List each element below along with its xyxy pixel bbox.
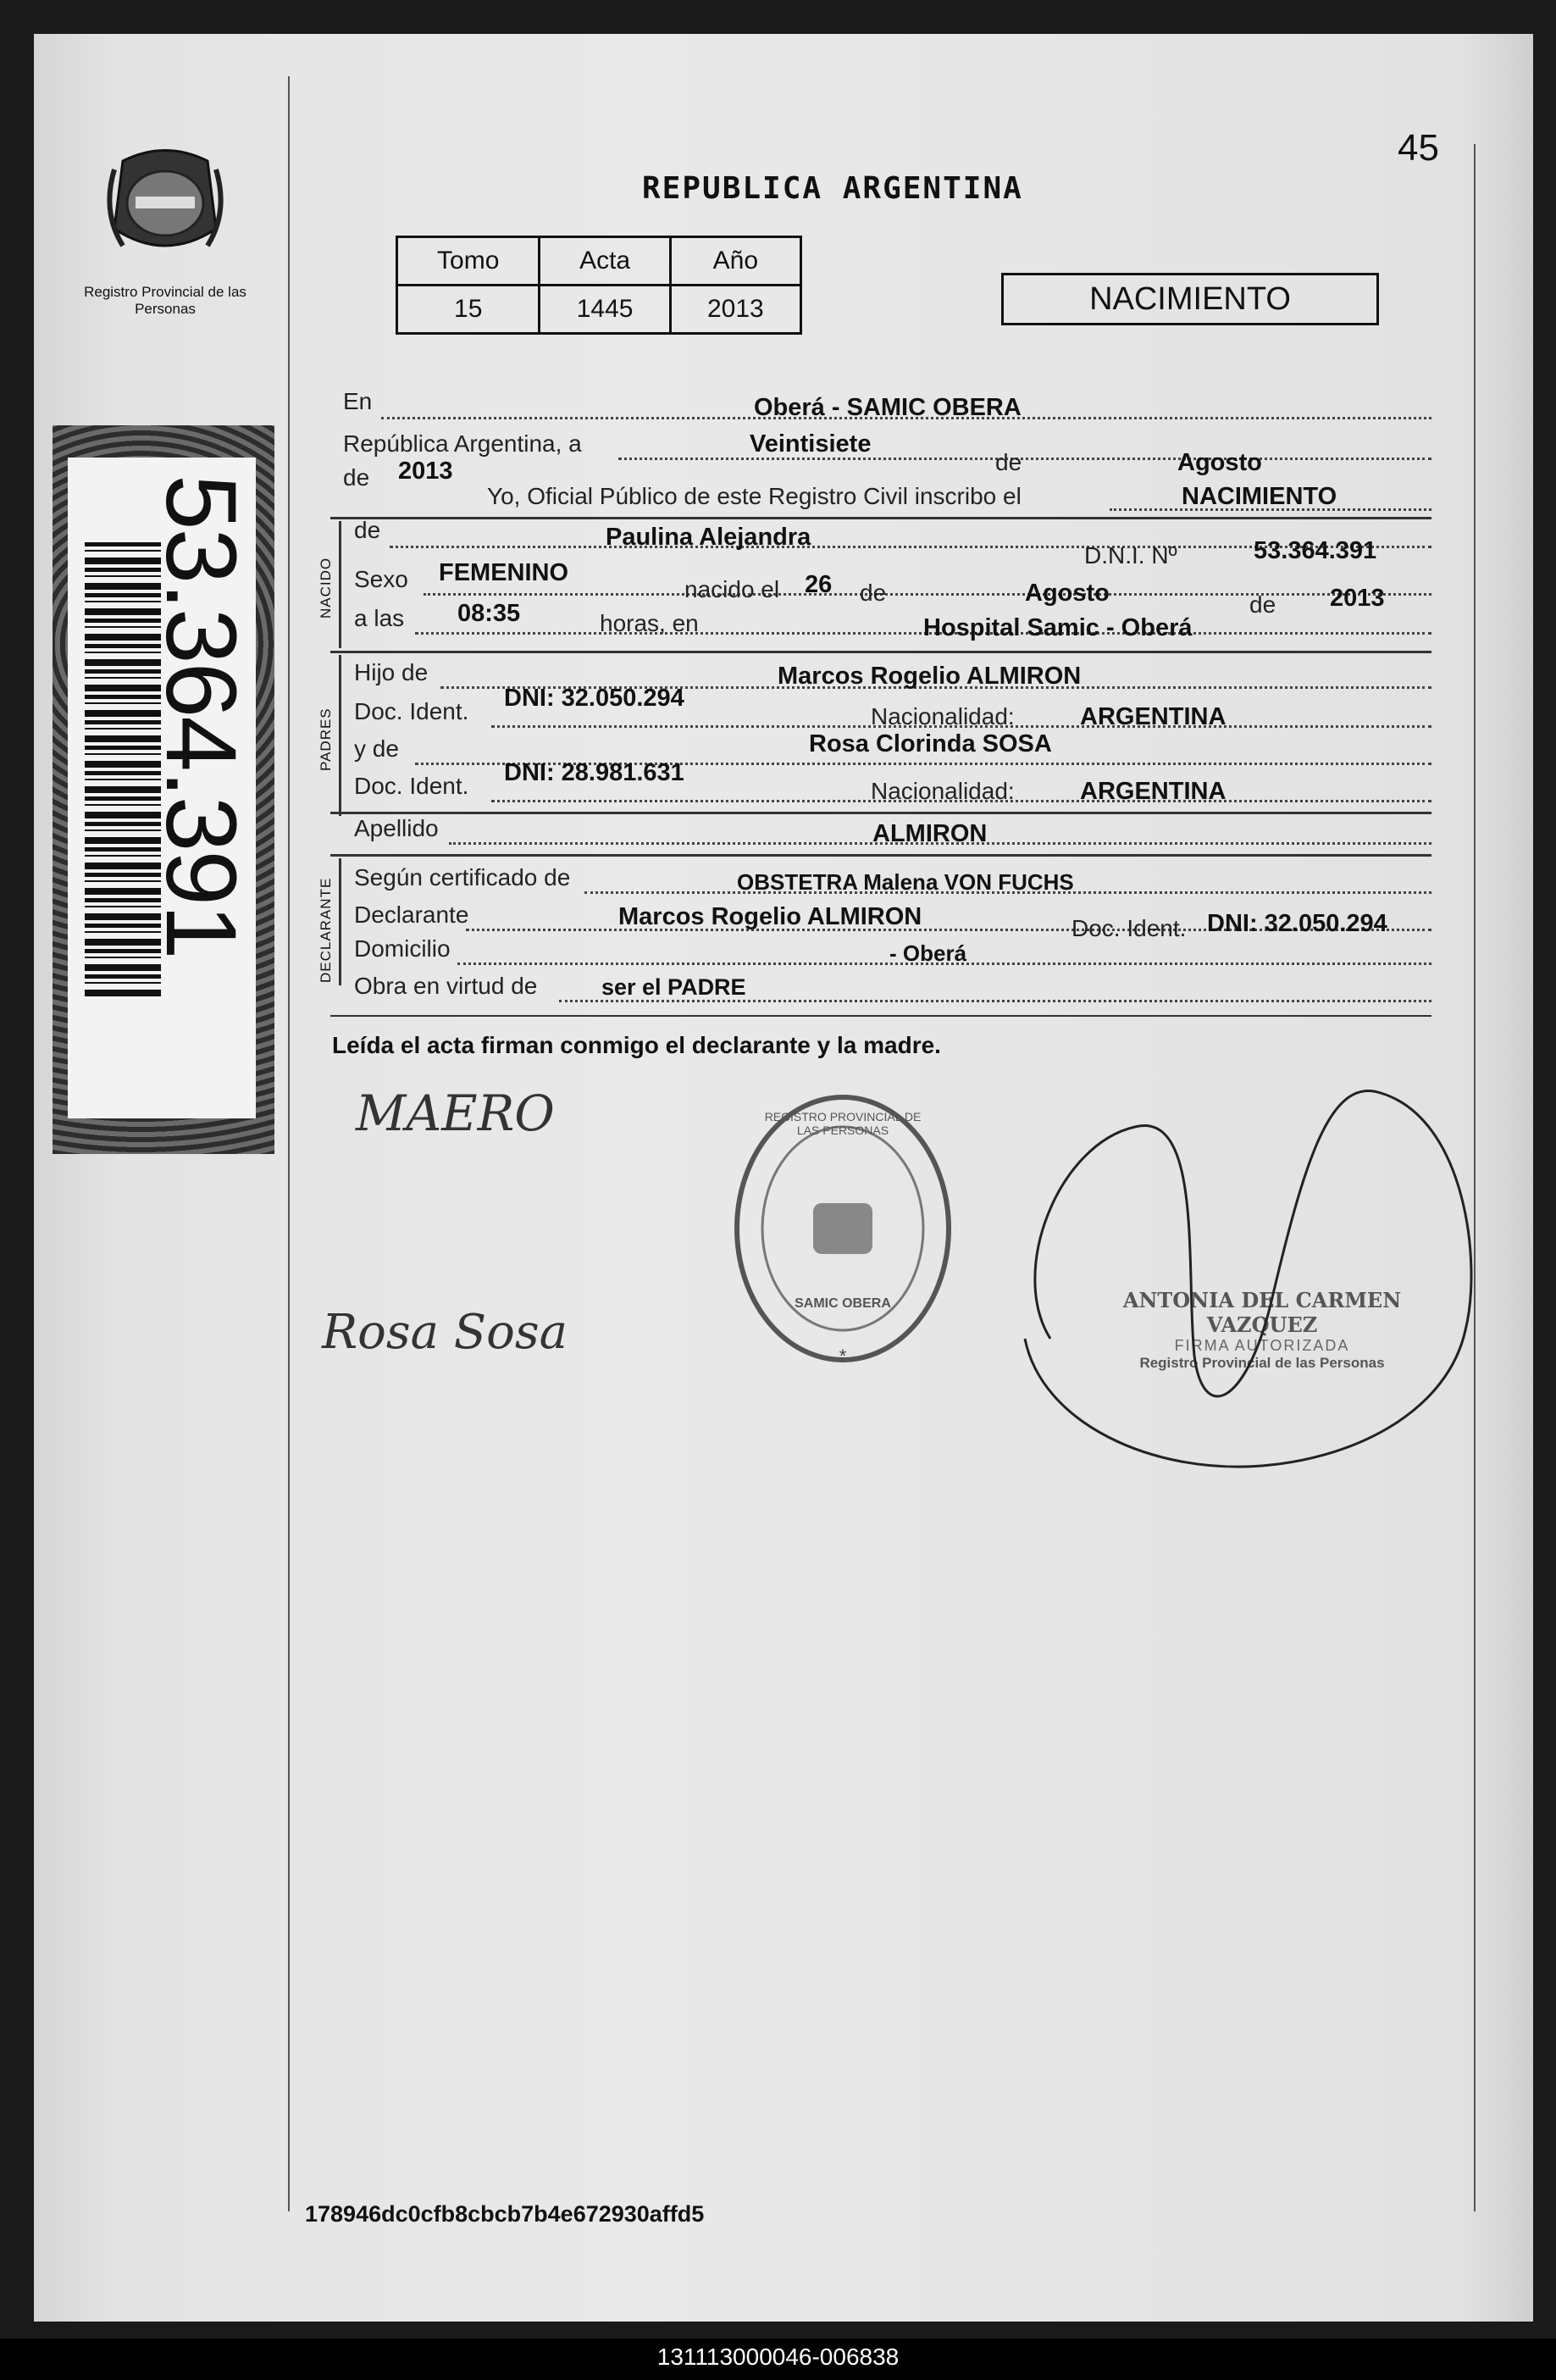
label-dni: D.N.I. Nº bbox=[1084, 542, 1177, 569]
value-madre: Rosa Clorinda SOSA bbox=[809, 730, 1052, 757]
country-title: REPUBLICA ARGENTINA bbox=[642, 171, 1023, 206]
table-value-acta: 1445 bbox=[540, 286, 670, 334]
table-value-anio: 2013 bbox=[670, 286, 800, 334]
label-de-nombre: de bbox=[354, 517, 381, 543]
value-padre-doc: DNI: 32.050.294 bbox=[504, 685, 684, 712]
footer-code: 131113000046-006838 bbox=[656, 2344, 900, 2370]
table-header-acta: Acta bbox=[540, 237, 670, 286]
value-certificado: OBSTETRA Malena VON FUCHS bbox=[737, 869, 1074, 895]
label-en: En bbox=[343, 388, 373, 414]
closing-statement: Leída el acta firman conmigo el declarante y la madre. bbox=[332, 1032, 941, 1058]
value-mes-nac: Agosto bbox=[1025, 580, 1110, 607]
value-dia-letras: Veintisiete bbox=[750, 430, 872, 458]
registry-logo bbox=[84, 136, 246, 318]
label-doc-ident-3: Doc. Ident. bbox=[1071, 915, 1187, 941]
value-padre-nac: ARGENTINA bbox=[1080, 703, 1227, 730]
label-hijo: Hijo de bbox=[354, 659, 429, 685]
value-sexo: FEMENINO bbox=[439, 559, 569, 586]
label-de: de bbox=[995, 449, 1022, 475]
official-role: FIRMA AUTORIZADA bbox=[1174, 1337, 1350, 1354]
document-page bbox=[34, 34, 1533, 2322]
province-seal-icon bbox=[97, 136, 233, 305]
table-header-anio: Año bbox=[670, 237, 800, 286]
label-horas: horas, en bbox=[600, 610, 699, 636]
value-lugar: Oberá - SAMIC OBERA bbox=[754, 394, 1022, 421]
value-padre: Marcos Rogelio ALMIRON bbox=[778, 663, 1082, 690]
value-dni-nacido: 53.364.391 bbox=[1254, 537, 1377, 564]
father-signature: MAERO bbox=[356, 1085, 555, 1142]
svg-text:*: * bbox=[839, 1345, 847, 1367]
official-seal bbox=[728, 1085, 957, 1373]
label-de2: de bbox=[343, 464, 370, 491]
label-a-las: a las bbox=[354, 605, 405, 631]
label-segun: Según certificado de bbox=[354, 864, 571, 890]
act-type-box: NACIMIENTO bbox=[1001, 273, 1379, 325]
value-declarante-doc: DNI: 32.050.294 bbox=[1207, 910, 1387, 937]
barcode-card bbox=[53, 425, 274, 1154]
section-nacido: NACIDO bbox=[318, 557, 334, 619]
value-hora: 08:35 bbox=[457, 600, 521, 627]
value-declarante: Marcos Rogelio ALMIRON bbox=[618, 903, 922, 930]
value-dia-nac: 26 bbox=[805, 571, 833, 598]
value-lugar-nac: Hospital Samic - Oberá bbox=[923, 614, 1193, 641]
section-declarante: DECLARANTE bbox=[318, 877, 334, 983]
value-madre-doc: DNI: 28.981.631 bbox=[504, 759, 684, 786]
value-mes-registro: Agosto bbox=[1177, 449, 1262, 476]
record-table bbox=[396, 236, 802, 335]
label-nacido: nacido el bbox=[684, 576, 780, 602]
mother-signature: Rosa Sosa bbox=[322, 1305, 568, 1360]
official-signature-icon bbox=[991, 1051, 1499, 1525]
label-declarante: Declarante bbox=[354, 902, 469, 928]
label-obra: Obra en virtud de bbox=[354, 973, 538, 999]
label-republica: República Argentina, a bbox=[343, 430, 582, 457]
table-header-tomo: Tomo bbox=[397, 237, 540, 286]
official-org: Registro Provincial de las Personas bbox=[1139, 1355, 1385, 1371]
official-name: ANTONIA DEL CARMEN VAZQUEZ bbox=[1122, 1288, 1402, 1337]
barcode-number: 53.364.391 bbox=[145, 474, 257, 958]
label-doc-ident-1: Doc. Ident. bbox=[354, 698, 469, 724]
value-nombre: Paulina Alejandra bbox=[606, 524, 811, 551]
value-apellido: ALMIRON bbox=[872, 820, 988, 847]
seal-text: REGISTRO PROVINCIAL DE LAS PERSONAS bbox=[764, 1110, 922, 1137]
value-acto: NACIMIENTO bbox=[1182, 483, 1337, 510]
label-domicilio: Domicilio bbox=[354, 935, 451, 962]
value-madre-nac: ARGENTINA bbox=[1080, 778, 1227, 805]
table-value-tomo: 15 bbox=[397, 286, 540, 334]
document-hash: 178946dc0cfb8cbcb7b4e672930affd5 bbox=[305, 2201, 705, 2227]
left-margin-line bbox=[288, 76, 290, 2211]
label-yo: Yo, Oficial Público de este Registro Civil inscribo el bbox=[487, 483, 1022, 509]
value-obra: ser el PADRE bbox=[601, 974, 746, 1000]
value-anio-registro: 2013 bbox=[398, 458, 453, 485]
seal-city: SAMIC OBERA bbox=[795, 1296, 891, 1311]
page-number: 45 bbox=[1398, 127, 1439, 169]
label-sexo: Sexo bbox=[354, 566, 408, 592]
label-de-anio: de bbox=[1249, 591, 1276, 618]
value-domicilio: - Oberá bbox=[889, 940, 967, 966]
label-de-mes: de bbox=[860, 580, 887, 606]
label-nacionalidad-1: Nacionalidad: bbox=[871, 703, 1015, 730]
label-y-de: y de bbox=[354, 735, 399, 762]
logo-caption: Registro Provincial de las Personas bbox=[84, 284, 246, 317]
label-apellido: Apellido bbox=[354, 815, 439, 841]
section-padres: PADRES bbox=[318, 707, 334, 771]
value-anio-nac: 2013 bbox=[1330, 585, 1385, 612]
label-doc-ident-2: Doc. Ident. bbox=[354, 773, 469, 799]
label-nacionalidad-2: Nacionalidad: bbox=[871, 778, 1015, 804]
